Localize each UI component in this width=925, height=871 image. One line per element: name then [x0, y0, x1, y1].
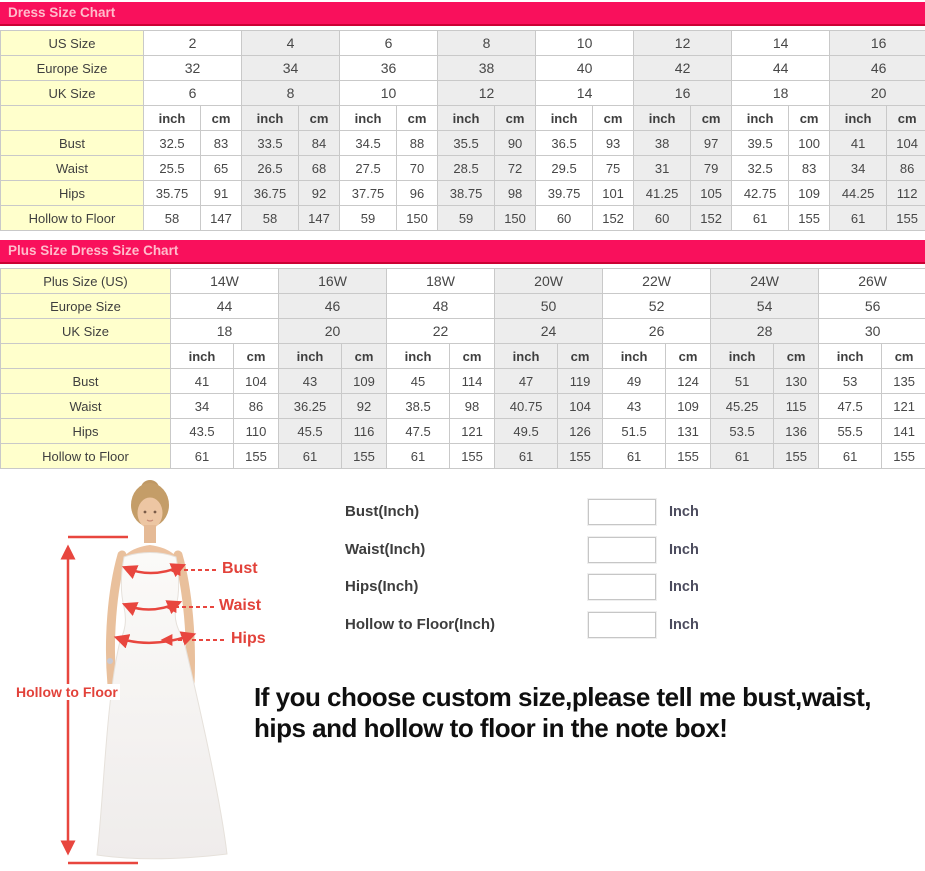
measure-cm-cell: 104 [887, 131, 925, 156]
bracelet [107, 658, 113, 664]
measure-cm-cell: 101 [593, 181, 634, 206]
measure-cm-cell: 93 [593, 131, 634, 156]
size-cell: 6 [340, 31, 438, 56]
size-cell: 6 [144, 81, 242, 106]
measure-inch-cell: 55.5 [819, 419, 882, 444]
measure-cm-cell: 70 [397, 156, 438, 181]
measure-cm-cell: 150 [495, 206, 536, 231]
waist-field-label: Waist(Inch) [345, 541, 426, 558]
size-cell: 18 [171, 319, 279, 344]
measure-cm-cell: 83 [201, 131, 242, 156]
right-eye [154, 511, 157, 514]
measure-cm-cell: 72 [495, 156, 536, 181]
unit-cm-cell: cm [691, 106, 732, 131]
size-cell: 50 [495, 294, 603, 319]
measure-inch-cell: 43 [603, 394, 666, 419]
measure-inch-cell: 34 [830, 156, 887, 181]
size-cell: 14 [536, 81, 634, 106]
size-cell: 46 [279, 294, 387, 319]
measure-inch-cell: 32.5 [144, 131, 201, 156]
size-cell: 14W [171, 269, 279, 294]
measure-cm-cell: 104 [558, 394, 603, 419]
measure-cm-cell: 141 [882, 419, 925, 444]
size-cell: 18 [732, 81, 830, 106]
size-cell: 10 [340, 81, 438, 106]
size-cell: 56 [819, 294, 925, 319]
unit-cm-cell: cm [201, 106, 242, 131]
form-row-hollow-to-floor [345, 610, 699, 639]
measure-inch-cell: 43.5 [171, 419, 234, 444]
measure-cm-cell: 155 [774, 444, 819, 469]
row-label-cell: UK Size [1, 319, 171, 344]
measure-cm-cell: 98 [450, 394, 495, 419]
size-cell: 16 [634, 81, 732, 106]
figure-hollow-to-floor-label: Hollow to Floor [16, 684, 118, 700]
custom-size-note [254, 682, 922, 744]
measure-inch-cell: 59 [438, 206, 495, 231]
note-line-2: hips and hollow to floor in the note box! [254, 713, 728, 743]
measure-cm-cell: 86 [234, 394, 279, 419]
unit-inch-cell: inch [819, 344, 882, 369]
unit-inch-cell: inch [340, 106, 397, 131]
size-cell: 4 [242, 31, 340, 56]
unit-cm-cell: cm [882, 344, 925, 369]
size-cell: 8 [438, 31, 536, 56]
unit-inch-cell: inch [711, 344, 774, 369]
waist-inch-input[interactable] [588, 537, 656, 563]
measure-cm-cell: 86 [887, 156, 925, 181]
row-label-cell: Bust [1, 369, 171, 394]
measure-inch-cell: 59 [340, 206, 397, 231]
unit-inch-cell: inch [438, 106, 495, 131]
unit-inch-cell: inch [171, 344, 234, 369]
plus-size-table [0, 268, 925, 469]
unit-cm-cell: cm [593, 106, 634, 131]
size-cell: 8 [242, 81, 340, 106]
measure-inch-cell: 49 [603, 369, 666, 394]
plus-chart-title: Plus Size Dress Size Chart [8, 243, 179, 258]
size-cell: 30 [819, 319, 925, 344]
measure-cm-cell: 65 [201, 156, 242, 181]
measure-cm-cell: 92 [342, 394, 387, 419]
measure-cm-cell: 155 [342, 444, 387, 469]
size-cell: 38 [438, 56, 536, 81]
standard-chart-header-bar [0, 2, 925, 26]
unit-cm-cell: cm [299, 106, 340, 131]
size-cell: 44 [732, 56, 830, 81]
measure-inch-cell: 51.5 [603, 419, 666, 444]
measure-inch-cell: 53.5 [711, 419, 774, 444]
measure-inch-cell: 45.25 [711, 394, 774, 419]
measure-inch-cell: 58 [242, 206, 299, 231]
measure-cm-cell: 92 [299, 181, 340, 206]
measure-cm-cell: 98 [495, 181, 536, 206]
measure-inch-cell: 31 [634, 156, 691, 181]
measure-cm-cell: 75 [593, 156, 634, 181]
measure-inch-cell: 61 [819, 444, 882, 469]
unit-inch-cell: inch [242, 106, 299, 131]
measure-inch-cell: 38 [634, 131, 691, 156]
measure-inch-cell: 47 [495, 369, 558, 394]
measure-inch-cell: 28.5 [438, 156, 495, 181]
measure-cm-cell: 155 [558, 444, 603, 469]
measure-cm-cell: 112 [887, 181, 925, 206]
standard-size-table-container [0, 30, 925, 231]
measure-inch-cell: 60 [536, 206, 593, 231]
measure-cm-cell: 83 [789, 156, 830, 181]
measure-cm-cell: 91 [201, 181, 242, 206]
plus-chart-header-bar [0, 240, 925, 264]
unit-inch-cell: inch [634, 106, 691, 131]
size-cell: 12 [438, 81, 536, 106]
unit-cm-cell: cm [397, 106, 438, 131]
size-cell: 52 [603, 294, 711, 319]
measure-inch-cell: 61 [387, 444, 450, 469]
figure-hips-label: Hips [231, 630, 266, 647]
figure-bust-label: Bust [222, 560, 258, 577]
form-row-waist [345, 535, 699, 564]
measure-inch-cell: 41 [830, 131, 887, 156]
measure-cm-cell: 150 [397, 206, 438, 231]
unit-cm-cell: cm [558, 344, 603, 369]
measure-inch-cell: 37.75 [340, 181, 397, 206]
measure-cm-cell: 155 [882, 444, 925, 469]
row-label-cell: Europe Size [1, 56, 144, 81]
size-cell: 28 [711, 319, 819, 344]
row-label-cell: UK Size [1, 81, 144, 106]
measure-inch-cell: 29.5 [536, 156, 593, 181]
row-label-cell: US Size [1, 31, 144, 56]
figure-waist-label: Waist [219, 597, 262, 614]
form-row-bust [345, 497, 699, 526]
measure-cm-cell: 105 [691, 181, 732, 206]
hollow-to-floor-inch-input[interactable] [588, 612, 656, 638]
bust-unit-suffix: Inch [669, 503, 699, 520]
bust-inch-input[interactable] [588, 499, 656, 525]
measure-cm-cell: 155 [666, 444, 711, 469]
measure-inch-cell: 43 [279, 369, 342, 394]
size-cell: 12 [634, 31, 732, 56]
measure-inch-cell: 36.25 [279, 394, 342, 419]
measure-cm-cell: 84 [299, 131, 340, 156]
size-cell: 20W [495, 269, 603, 294]
measurement-figure [0, 475, 300, 871]
unit-cm-cell: cm [666, 344, 711, 369]
measure-inch-cell: 35.5 [438, 131, 495, 156]
unit-cm-cell: cm [342, 344, 387, 369]
measure-cm-cell: 121 [882, 394, 925, 419]
size-cell: 34 [242, 56, 340, 81]
measure-inch-cell: 61 [711, 444, 774, 469]
measure-cm-cell: 68 [299, 156, 340, 181]
measure-cm-cell: 121 [450, 419, 495, 444]
measure-cm-cell: 119 [558, 369, 603, 394]
row-label-cell [1, 106, 144, 131]
standard-chart-title: Dress Size Chart [8, 5, 116, 20]
size-cell: 46 [830, 56, 925, 81]
unit-cm-cell: cm [887, 106, 925, 131]
size-cell: 42 [634, 56, 732, 81]
size-cell: 16 [830, 31, 925, 56]
hips-unit-suffix: Inch [669, 578, 699, 595]
measure-inch-cell: 45 [387, 369, 450, 394]
measure-inch-cell: 38.75 [438, 181, 495, 206]
unit-inch-cell: inch [279, 344, 342, 369]
measure-inch-cell: 27.5 [340, 156, 397, 181]
unit-cm-cell: cm [495, 106, 536, 131]
measure-inch-cell: 34.5 [340, 131, 397, 156]
neck [144, 525, 156, 543]
measure-cm-cell: 116 [342, 419, 387, 444]
measure-cm-cell: 130 [774, 369, 819, 394]
measure-inch-cell: 45.5 [279, 419, 342, 444]
measure-cm-cell: 155 [887, 206, 925, 231]
measure-cm-cell: 97 [691, 131, 732, 156]
measure-cm-cell: 155 [234, 444, 279, 469]
unit-inch-cell: inch [603, 344, 666, 369]
measure-inch-cell: 41 [171, 369, 234, 394]
measure-inch-cell: 36.75 [242, 181, 299, 206]
measure-inch-cell: 39.5 [732, 131, 789, 156]
measure-inch-cell: 61 [732, 206, 789, 231]
measure-cm-cell: 152 [593, 206, 634, 231]
waist-unit-suffix: Inch [669, 541, 699, 558]
measure-cm-cell: 109 [342, 369, 387, 394]
size-cell: 16W [279, 269, 387, 294]
form-row-hips [345, 572, 699, 601]
measure-cm-cell: 115 [774, 394, 819, 419]
measure-inch-cell: 61 [171, 444, 234, 469]
size-cell: 48 [387, 294, 495, 319]
unit-cm-cell: cm [450, 344, 495, 369]
measure-inch-cell: 26.5 [242, 156, 299, 181]
measure-inch-cell: 44.25 [830, 181, 887, 206]
measure-inch-cell: 38.5 [387, 394, 450, 419]
measure-inch-cell: 61 [279, 444, 342, 469]
size-cell: 2 [144, 31, 242, 56]
measure-cm-cell: 155 [450, 444, 495, 469]
row-label-cell: Waist [1, 394, 171, 419]
measure-cm-cell: 110 [234, 419, 279, 444]
measurement-section [0, 475, 925, 871]
measure-inch-cell: 41.25 [634, 181, 691, 206]
measure-cm-cell: 131 [666, 419, 711, 444]
unit-inch-cell: inch [144, 106, 201, 131]
size-cell: 14 [732, 31, 830, 56]
measure-inch-cell: 36.5 [536, 131, 593, 156]
size-cell: 22 [387, 319, 495, 344]
measure-inch-cell: 51 [711, 369, 774, 394]
unit-inch-cell: inch [830, 106, 887, 131]
measure-cm-cell: 152 [691, 206, 732, 231]
measure-inch-cell: 61 [603, 444, 666, 469]
custom-size-form [345, 475, 745, 655]
size-cell: 10 [536, 31, 634, 56]
measure-inch-cell: 39.75 [536, 181, 593, 206]
measure-inch-cell: 47.5 [819, 394, 882, 419]
unit-cm-cell: cm [789, 106, 830, 131]
measure-cm-cell: 135 [882, 369, 925, 394]
hollow-to-floor-unit-suffix: Inch [669, 616, 699, 633]
unit-inch-cell: inch [495, 344, 558, 369]
hips-inch-input[interactable] [588, 574, 656, 600]
measure-cm-cell: 109 [666, 394, 711, 419]
size-cell: 26W [819, 269, 925, 294]
row-label-cell: Hips [1, 419, 171, 444]
measure-cm-cell: 147 [201, 206, 242, 231]
size-cell: 26 [603, 319, 711, 344]
measure-cm-cell: 136 [774, 419, 819, 444]
unit-cm-cell: cm [234, 344, 279, 369]
measure-inch-cell: 49.5 [495, 419, 558, 444]
measure-inch-cell: 25.5 [144, 156, 201, 181]
face [138, 498, 163, 529]
size-cell: 40 [536, 56, 634, 81]
plus-size-table-container [0, 268, 925, 469]
unit-inch-cell: inch [387, 344, 450, 369]
size-cell: 18W [387, 269, 495, 294]
size-cell: 20 [279, 319, 387, 344]
size-cell: 24 [495, 319, 603, 344]
note-line-1: If you choose custom size,please tell me bust,waist, [254, 682, 871, 712]
measure-inch-cell: 61 [495, 444, 558, 469]
measure-inch-cell: 61 [830, 206, 887, 231]
measure-inch-cell: 60 [634, 206, 691, 231]
measure-inch-cell: 33.5 [242, 131, 299, 156]
measure-cm-cell: 109 [789, 181, 830, 206]
measure-cm-cell: 88 [397, 131, 438, 156]
hips-field-label: Hips(Inch) [345, 578, 419, 595]
size-cell: 22W [603, 269, 711, 294]
left-eye [144, 511, 147, 514]
row-label-cell: Plus Size (US) [1, 269, 171, 294]
hollow-to-floor-field-label: Hollow to Floor(Inch) [345, 616, 495, 633]
measure-cm-cell: 114 [450, 369, 495, 394]
measure-inch-cell: 35.75 [144, 181, 201, 206]
size-cell: 32 [144, 56, 242, 81]
measure-cm-cell: 96 [397, 181, 438, 206]
measure-cm-cell: 147 [299, 206, 340, 231]
measure-inch-cell: 32.5 [732, 156, 789, 181]
row-label-cell [1, 344, 171, 369]
size-cell: 24W [711, 269, 819, 294]
size-cell: 36 [340, 56, 438, 81]
size-cell: 44 [171, 294, 279, 319]
size-cell: 54 [711, 294, 819, 319]
row-label-cell: Waist [1, 156, 144, 181]
measure-cm-cell: 155 [789, 206, 830, 231]
measure-cm-cell: 126 [558, 419, 603, 444]
row-label-cell: Hollow to Floor [1, 444, 171, 469]
measure-inch-cell: 47.5 [387, 419, 450, 444]
measure-cm-cell: 124 [666, 369, 711, 394]
measure-cm-cell: 90 [495, 131, 536, 156]
measure-inch-cell: 42.75 [732, 181, 789, 206]
row-label-cell: Hips [1, 181, 144, 206]
measure-inch-cell: 40.75 [495, 394, 558, 419]
unit-inch-cell: inch [732, 106, 789, 131]
unit-inch-cell: inch [536, 106, 593, 131]
bust-field-label: Bust(Inch) [345, 503, 420, 520]
unit-cm-cell: cm [774, 344, 819, 369]
measure-cm-cell: 79 [691, 156, 732, 181]
measure-inch-cell: 58 [144, 206, 201, 231]
row-label-cell: Bust [1, 131, 144, 156]
measure-cm-cell: 104 [234, 369, 279, 394]
measure-cm-cell: 100 [789, 131, 830, 156]
size-cell: 20 [830, 81, 925, 106]
standard-size-table [0, 30, 925, 231]
measure-inch-cell: 53 [819, 369, 882, 394]
row-label-cell: Hollow to Floor [1, 206, 144, 231]
row-label-cell: Europe Size [1, 294, 171, 319]
measure-inch-cell: 34 [171, 394, 234, 419]
